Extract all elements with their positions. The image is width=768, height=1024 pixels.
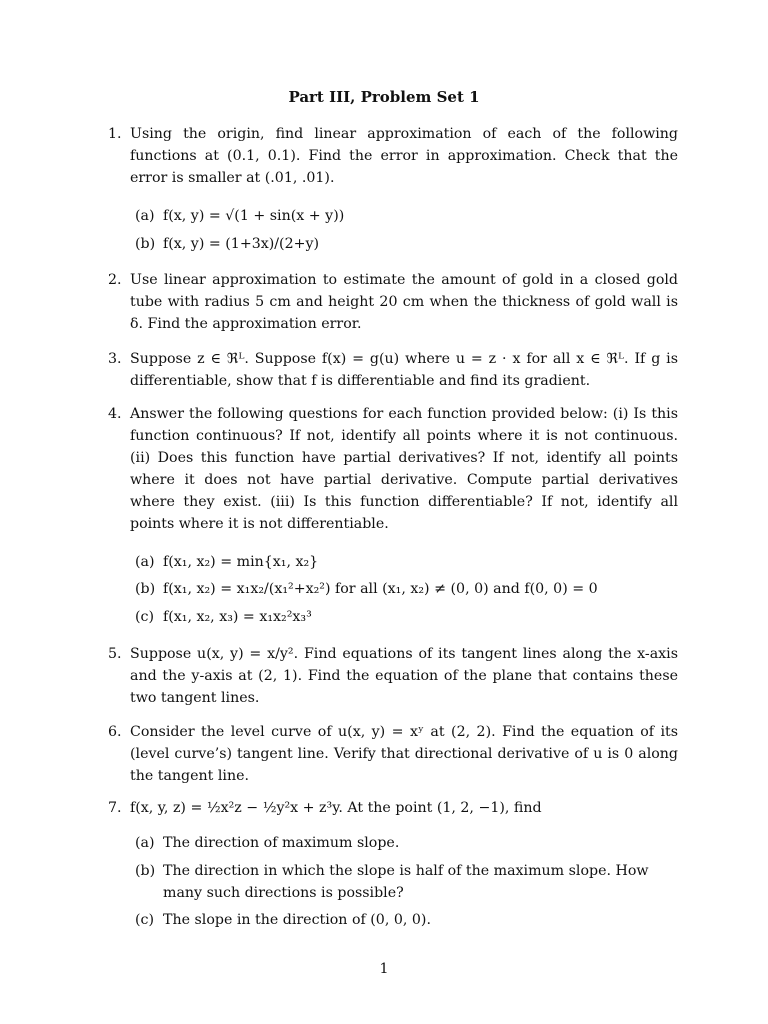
- problem-number: 1.: [108, 126, 122, 142]
- problem-7-part-b: [135, 860, 680, 904]
- part-label: (c): [135, 609, 155, 625]
- part-label: (b): [135, 581, 156, 597]
- problem-text: Using the origin, find linear approximation of each of the following functions at (0.1, 0.1). Find the error in approximation. Check that the error is smaller at (.01, .01).: [130, 126, 678, 186]
- part-text: The direction in which the slope is half of the maximum slope. How many such directions is possible?: [163, 863, 649, 901]
- problem-text: Suppose z ∈ ℜᴸ. Suppose f(x) = g(u) where u = z · x for all x ∈ ℜᴸ. If g is differentiable, show that f is differentiable and find its gradient.: [130, 351, 678, 389]
- part-text: The direction of maximum slope.: [163, 835, 400, 851]
- part-label: (a): [135, 835, 155, 851]
- part-text: f(x, y) = √(1 + sin(x + y)): [163, 208, 345, 224]
- part-label: (a): [135, 554, 155, 570]
- problem-4-part-c: [135, 606, 680, 628]
- problem-7-part-c: [135, 909, 680, 931]
- problem-number: 3.: [108, 351, 122, 367]
- part-text: f(x, y) = (1+3x)/(2+y): [163, 236, 320, 252]
- problem-3: [108, 348, 678, 392]
- part-text: The slope in the direction of (0, 0, 0).: [163, 912, 431, 928]
- problem-text: Consider the level curve of u(x, y) = xʸ at (2, 2). Find the equation of its (level curve’s) tangent line. Verify that directional derivative of u is 0 along the tangent line.: [130, 724, 678, 784]
- part-label: (a): [135, 208, 155, 224]
- part-label: (b): [135, 236, 156, 252]
- problem-text: Answer the following questions for each function provided below: (i) Is this function continuous? If not, identify all points where it is not continuous. (ii) Does this function have partial derivatives? If not, identify all points where it does not have partial derivative. Compute partial derivatives where they exist. (iii) Is this function differentiable? If not, identify all points where it is not differentiable.: [130, 406, 678, 532]
- part-label: (c): [135, 912, 155, 928]
- problem-number: 5.: [108, 646, 122, 662]
- problem-1: [108, 123, 678, 189]
- part-text: f(x₁, x₂) = x₁x₂/(x₁²+x₂²) for all (x₁, x₂) ≠ (0, 0) and f(0, 0) = 0: [163, 581, 598, 597]
- problem-text: Suppose u(x, y) = x/y². Find equations of its tangent lines along the x-axis and the y-axis at (2, 1). Find the equation of the plane that contains these two tangent lines.: [130, 646, 678, 706]
- problem-1-part-a: [135, 205, 680, 227]
- page-title: Part III, Problem Set 1: [288, 88, 480, 106]
- problem-7: [108, 797, 678, 819]
- problem-number: 7.: [108, 800, 122, 816]
- problem-text: Use linear approximation to estimate the amount of gold in a closed gold tube with radius 5 cm and height 20 cm when the thickness of gold wall is δ. Find the approximation error.: [130, 272, 678, 332]
- page-number: 1: [379, 961, 389, 977]
- part-text: f(x₁, x₂, x₃) = x₁x₂²x₃³: [163, 609, 312, 625]
- problem-5: [108, 643, 678, 709]
- problem-4-part-a: [135, 551, 680, 573]
- part-text: f(x₁, x₂) = min{x₁, x₂}: [163, 554, 319, 570]
- problem-number: 4.: [108, 406, 122, 422]
- problem-7-part-a: [135, 832, 680, 854]
- problem-4-part-b: [135, 578, 680, 600]
- problem-4: [108, 403, 678, 535]
- problem-6: [108, 721, 678, 787]
- problem-text: f(x, y, z) = ½x²z − ½y²x + z³y. At the point (1, 2, −1), find: [130, 800, 542, 816]
- part-label: (b): [135, 863, 156, 879]
- problem-1-part-b: [135, 233, 680, 255]
- problem-2: [108, 269, 678, 335]
- problem-number: 6.: [108, 724, 122, 740]
- problem-number: 2.: [108, 272, 122, 288]
